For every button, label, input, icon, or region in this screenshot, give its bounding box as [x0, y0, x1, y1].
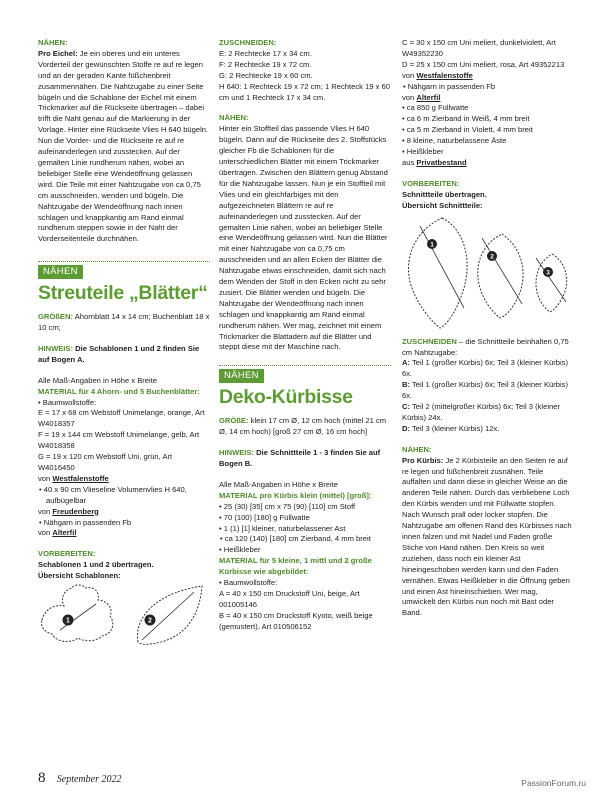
material-item: • Baumwollstoffe: — [219, 578, 278, 588]
naehen-text: Hinter ein Stoffteil das passende Vlies H 640 bügeln. Dann auf die Rückseite des 2. Stoffstücks gleicher Fb die Schablonen für die unterschiedlichen Blätter mit einem Trickmarker übertragen. Zwischen den Blättern genug Abstand für die Nahtzugabe lassen. Nun je ein Stoffteil mit Vlies und ein gleichfarbiges mit den aufgezeichneten Blättern re auf re aufeinanderlegen und zusstecken. Auf der gemalten Linie nähen, wobei an beliebiger Stelle eine Wendeöffnung gelassen wird. Nun die Blätter mit einer Nahtzugabe von ca 0,75 cm ausschneiden und an allen Ecken der Blätter die Nahtzugabe etwas einschneiden, damit sich nach dem Wenden der Stoff in den Ecken nicht zu sehr zusiert. Die Blätter wenden und bügeln. Die Nahtzugabe der Wendeöffnung nach innen schlagen und knappkantig am Rand einmal rundherum nähen. Wer mag, zeichnet mit einem Trickmarker die Blattadern auf die Blätter und steppt diese mit der Maschine nach. — [219, 124, 388, 352]
cut-line: A: Teil 1 (großer Kürbis) 6x; Teil 3 (kleiner Kürbis) 6x. — [402, 358, 569, 379]
material-item: • 25 (30) [35] cm x 75 (90) [110] cm Stoff — [219, 501, 356, 511]
shape-number-2: 2 — [148, 617, 152, 625]
template-overview-leaves — [38, 582, 208, 648]
page-number: 8 — [38, 770, 46, 786]
material-item: C = 30 x 150 cm Uni meliert, dunkelviolett, Art W49352230 — [402, 38, 556, 58]
groesse-text: GRÖßE: klein 17 cm Ø, 12 cm hoch (mittel 21 cm Ø, 14 cm hoch) [groß 27 cm Ø, 16 cm hoch] — [219, 416, 387, 437]
cut-line: B: Teil 1 (großer Kürbis) 6x; Teil 3 (kleiner Kürbis) 6x. — [402, 380, 569, 401]
material-heading: MATERIAL pro Kürbis klein (mittel) [groß]: — [219, 490, 372, 500]
watermark: PassionForum.ru — [521, 778, 586, 788]
material-item: • Heißkleber — [219, 545, 261, 555]
eichel-instructions: Pro Eichel: Je ein oberes und ein unteres Vorderteil der gewünschten Stoffe re auf re legen und an der geraden Kante füßchenbreit zusammennähen. Die Nahtzugabe zu einer Seite bügeln und die Schablone der Eichel mit einem Trickmarker auf die Rückseite übertragen – dabei trifft die Naht genau auf die Markierung in der Vorlage. Hinter eine Rückseite Vlies H 640 bügeln. Nun die Vorder- und die Rückseite re auf re aufeinanderlegen und zusstecken. Auf der gemalten Linie rundherum nähen, wobei an beliebiger Stelle eine Wendeöffnung gelassen wird. Die Teile mit einer Nahtzugabe von ca 0,75 cm ausschneiden, wenden und bügeln. Die Nahtzugabe der Wendeöffnung nach innen schlagen und knappkantig am Rand einmal rundherum steppen sowie in der Naht der Vorderseitenteile durchnähen. — [38, 48, 209, 244]
section-divider — [219, 365, 391, 366]
material-item: • 70 (100) [180] g Füllwatte — [219, 512, 310, 522]
uebersicht-label: Übersicht Schablonen: — [38, 571, 121, 581]
hinweis-text: HINWEIS: Die Schnittteile 1 - 3 finden Sie auf Bogen B. — [219, 448, 381, 468]
pumpkin-part-2-shape — [478, 234, 523, 318]
mass-note: Alle Maß-Angaben in Höhe x Breite — [219, 479, 339, 489]
material-item: • 40 x 90 cm Vlieseline Volumenvlies H 640, aufbügelbar — [39, 484, 187, 505]
page-footer — [38, 770, 121, 787]
material-item: A = 40 x 150 cm Druckstoff Uni, beige, Art 001005146 — [219, 588, 360, 609]
cut-line: G: 2 Rechtecke 19 x 60 cm. — [219, 70, 313, 80]
beech-leaf-shape — [137, 586, 202, 644]
shape-number-1: 1 — [430, 241, 434, 249]
material-item: F = 19 x 144 cm Webstoff Unimelange, gelb, Art W4018358 — [38, 430, 200, 451]
mass-note: Alle Maß-Angaben in Höhe x Breite — [38, 375, 158, 385]
material-item: D = 25 x 150 cm Uni meliert, rosa, Art 49352213 — [402, 59, 565, 69]
material-item: • Nähgarn in passenden Fb — [403, 81, 496, 91]
pumpkin-part-3-shape — [536, 254, 567, 312]
zuschneiden-heading: ZUSCHNEIDEN: — [219, 38, 277, 47]
template-overview-pumpkin-parts — [402, 212, 572, 332]
supplier-line: von Alterfil — [402, 92, 441, 102]
groessen-text: GRÖßEN: Ahornblatt 14 x 14 cm; Buchenblatt 18 x 10 cm; — [38, 312, 210, 333]
shape-number-1: 1 — [66, 617, 70, 625]
supplier-line: von Westfalenstoffe — [402, 70, 473, 80]
material-item: • ca 6 m Zierband in Weiß, 4 mm breit — [402, 114, 530, 124]
column-2 — [219, 38, 391, 633]
section-title-kuerbisse: Deko-Kürbisse — [219, 386, 353, 409]
cut-line: H 640: 1 Rechteck 19 x 72 cm; 1 Rechteck 19 x 60 cm und 1 Rechteck 17 x 34 cm. — [219, 81, 390, 102]
material-item: • Nähgarn in passenden Fb — [39, 517, 132, 527]
material-item: • Baumwollstoffe: — [38, 397, 97, 407]
vorbereiten-text: Schablonen 1 und 2 übertragen. — [38, 560, 154, 570]
material-heading: MATERIAL für 5 kleine, 1 mittl und 2 große Kürbisse wie abgebildet: — [219, 556, 372, 577]
section-divider — [38, 261, 210, 262]
issue-month: September 2022 — [56, 774, 122, 785]
supplier-line: aus Privatbestand — [402, 157, 467, 167]
material-item: • ca 120 (140) [180] cm Zierband, 4 mm breit — [220, 534, 371, 544]
naehen-heading: NÄHEN: — [219, 113, 249, 123]
supplier-line: von Freudenberg — [38, 506, 99, 516]
cut-line: C: Teil 2 (mittelgroßer Kürbis) 6x; Teil 3 (kleiner Kürbis) 24x. — [402, 402, 560, 422]
vorbereiten-text: Schnittteile übertragen. — [402, 189, 487, 199]
column-1 — [38, 38, 210, 648]
cut-line: D: Teil 3 (kleiner Kürbis) 12x. — [402, 423, 500, 433]
material-item: • Heißkleber — [402, 147, 444, 157]
hinweis-text: HINWEIS: Die Schablonen 1 und 2 finden Sie auf Bogen A. — [38, 343, 200, 364]
section-badge: NÄHEN — [38, 265, 83, 279]
material-item: • 8 kleine, naturbelassene Äste — [402, 136, 507, 146]
naehen-heading: NÄHEN: — [402, 444, 432, 454]
zuschneiden-intro: ZUSCHNEIDEN – die Schnittteile beinhalten 0,75 cm Nahtzugabe: — [402, 336, 569, 357]
supplier-line: von Alterfil — [38, 528, 77, 538]
vorbereiten-heading: VORBEREITEN: — [402, 178, 460, 188]
cut-line: E: 2 Rechtecke 17 x 34 cm. — [219, 48, 312, 58]
cut-line: F: 2 Rechtecke 19 x 72 cm. — [219, 59, 312, 69]
maple-leaf-shape — [41, 585, 112, 641]
supplier-line: von Westfalenstoffe — [38, 473, 109, 483]
shape-number-3: 3 — [546, 269, 550, 277]
naehen-heading: NÄHEN: — [38, 38, 68, 47]
section-title-blaetter: Streuteile „Blätter“ — [38, 282, 208, 305]
pumpkin-part-1-shape — [408, 218, 467, 328]
uebersicht-label: Übersicht Schnittteile: — [402, 200, 483, 210]
material-item: B = 40 x 150 cm Druckstoff Kyoto, weiß beige (gemustert), Art 010506152 — [219, 610, 373, 631]
material-item: E = 17 x 68 cm Webstoff Unimelange, orange, Art W4018357 — [38, 408, 205, 429]
material-heading: MATERIAL für 4 Ahorn- und 5 Buchenblätter: — [38, 386, 200, 396]
material-item: • ca 5 m Zierband in Violett, 4 mm breit — [402, 125, 533, 135]
shape-number-2: 2 — [490, 253, 494, 261]
kuerbis-instructions: Pro Kürbis: Je 2 Kürbisteile an den Seiten re auf re legen und füßchenbreit zusnähen. Teile auffalten und dann diese in gleicher Weise an die anderen Teile nähen. Durch das verbliebene Loch den Kürbis wenden und mit Füllwatte stopfen. Nach Wunsch prall oder locker stopfen. Die Nahtzugabe am offenen Rand des Kürbisses nach innen falzen und mit Nadel und Faden große Stiche von Hand nähen. Den Kreis so weit zuziehen, dass noch ein kleiner Ast hineingeschoben werden kann und den Faden vernähen. Etwas Heißkleber in die Öffnung geben und einen Ast hineinschieben. Wer mag, umwickelt den Kürbis nun noch mit Bast oder Band. — [402, 455, 572, 618]
material-item: • ca 850 g Füllwatte — [402, 103, 469, 113]
section-badge: NÄHEN — [219, 369, 264, 383]
column-3 — [402, 38, 572, 619]
material-item: G = 19 x 120 cm Webstoff Uni, grün, Art W4016450 — [38, 452, 173, 472]
material-item: • 1 (1) [1] kleiner, naturbelassener Ast — [219, 523, 346, 533]
vorbereiten-heading: VORBEREITEN: — [38, 549, 96, 559]
